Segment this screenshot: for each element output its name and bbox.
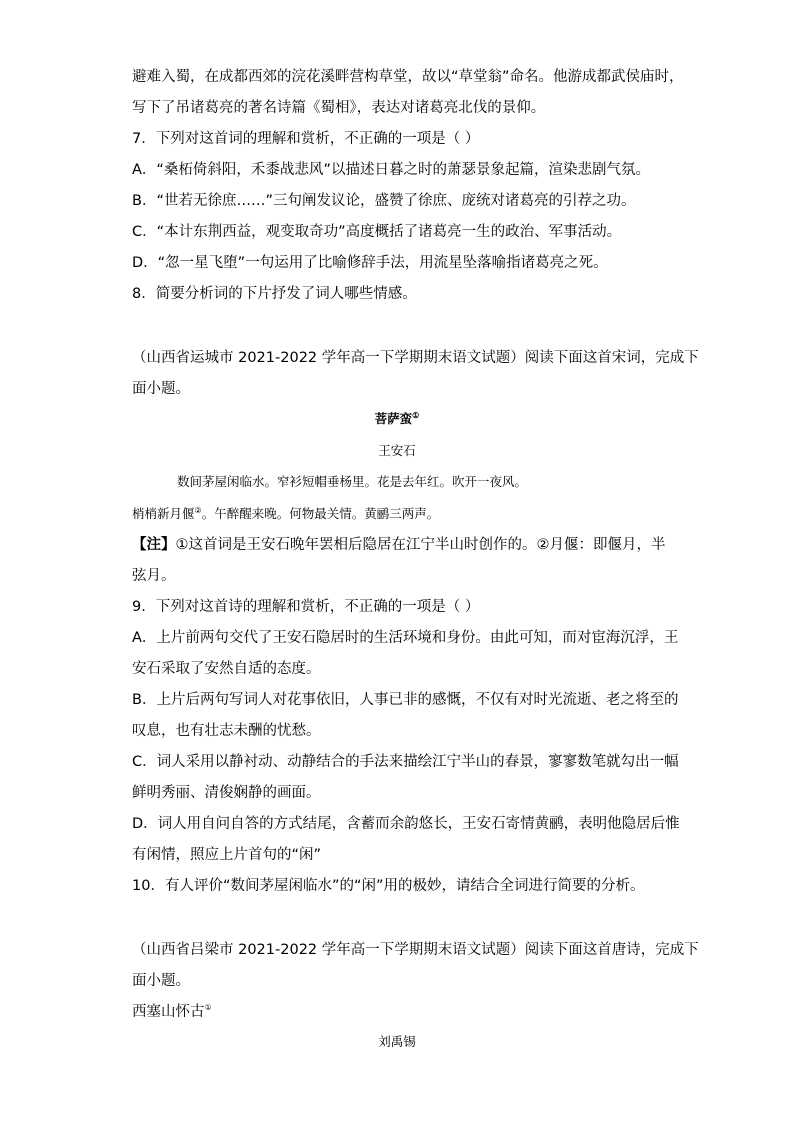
question-7-option-c: C．“本计东荆西益，观变取奇功”高度概括了诸葛亮一生的政治、军事活动。 <box>132 224 622 240</box>
question-9-option-d: D．词人用自问自答的方式结尾，含蓄而余韵悠长，王安石寄情黄鹂，表明他隐居后惟 <box>132 816 680 832</box>
question-9-option-c: C．词人采用以静衬动、动静结合的手法来描绘江宁半山的春景，寥寥数笔就勾出一幅 <box>132 754 679 770</box>
section-intro: 面小题。 <box>132 381 190 397</box>
section-intro: （山西省运城市 2021-2022 学年高一下学期期末语文试题）阅读下面这首宋词，完成下 <box>132 350 699 366</box>
poem-note: 弦月。 <box>132 568 176 584</box>
question-9-option-b: 叹息，也有壮志未酬的忧愁。 <box>132 723 321 739</box>
text-line: 写下了吊诸葛亮的著名诗篇《蜀相》，表达对诸葛亮北伐的景仰。 <box>132 100 546 116</box>
poem-author: 王安石 <box>378 443 416 458</box>
question-9-option-a: 安石采取了安然自适的态度。 <box>132 661 321 677</box>
poem-author: 刘禹锡 <box>378 1034 416 1049</box>
question-7-option-d: D．“忽一星飞堕”一句运用了比喻修辞手法，用流星坠落喻指诸葛亮之死。 <box>132 255 608 271</box>
question-9-option-d: 有闲情，照应上片首句的“闲” <box>132 847 322 863</box>
question-9-option-b: B．上片后两句写词人对花事依旧，人事已非的感慨，不仅有对时光流逝、老之将至的 <box>132 692 679 708</box>
poem-line: 数间茅屋闲临水。窄衫短帽垂杨里。花是去年红。吹开一夜风。 <box>177 474 528 489</box>
question-9-option-a: A．上片前两句交代了王安石隐居时的生活环境和身份。由此可知，而对宦海沉浮，王 <box>132 630 679 646</box>
question-10: 10．有人评价“数间茅屋闲临水”的“闲”用的极妙，请结合全词进行简要的分析。 <box>132 878 645 894</box>
question-9-option-c: 鲜明秀丽、清俊娴静的画面。 <box>132 785 321 801</box>
poem-title: 菩萨蛮① <box>374 409 420 426</box>
question-7-stem: 7．下列对这首词的理解和赏析，不正确的一项是（ ） <box>132 131 480 147</box>
poem-note: 【注】①这首词是王安石晚年罢相后隐居在江宁半山时创作的。②月偃：即偃月，半 <box>132 537 666 553</box>
question-7-option-b: B．“世若无徐庶……”三句阐发议论，盛赞了徐庶、庞统对诸葛亮的引荐之功。 <box>132 193 636 209</box>
poem-line: 梢梢新月偃②。午醉醒来晚。何物最关情。黄鹂三两声。 <box>132 505 440 521</box>
question-8: 8．简要分析词的下片抒发了词人哪些情感。 <box>132 286 417 302</box>
question-9-stem: 9．下列对这首诗的理解和赏析，不正确的一项是（ ） <box>132 599 480 615</box>
section-intro: 面小题。 <box>132 973 190 989</box>
poem-title: 西塞山怀古① <box>132 1003 212 1020</box>
question-7-option-a: A．“桑柘倚斜阳，禾黍战悲风”以描述日暮之时的萧瑟景象起篇，渲染悲剧气氛。 <box>132 162 650 178</box>
section-intro: （山西省吕梁市 2021-2022 学年高一下学期期末语文试题）阅读下面这首唐诗，完成下 <box>132 942 699 958</box>
text-line: 避难入蜀，在成都西郊的浣花溪畔营构草堂，故以“草堂翁”命名。他游成都武侯庙时， <box>132 69 684 85</box>
